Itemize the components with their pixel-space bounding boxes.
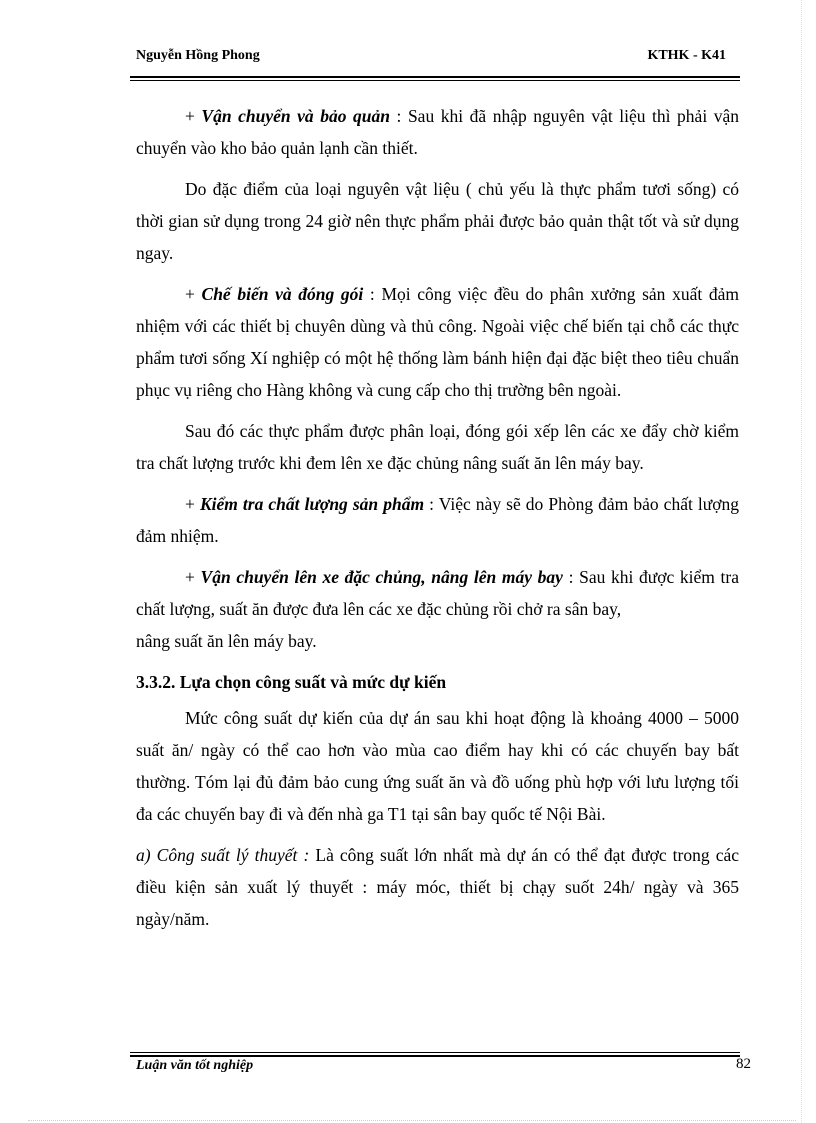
term-loading: Vận chuyển lên xe đặc chủng, nâng lên máy bay (200, 567, 563, 587)
paragraph-material-characteristics: Do đặc điểm của loại nguyên vật liệu ( chủ yếu là thực phẩm tươi sống) có thời gian sử dụng trong 24 giờ nên thực phẩm phải được bảo quản thật tốt và sử dụng ngay. (136, 179, 739, 263)
page-bottom-divider (28, 1120, 796, 1121)
page-number: 82 (736, 1056, 751, 1072)
bullet-prefix: + (185, 494, 200, 514)
bullet-prefix: + (185, 567, 201, 587)
header-author: Nguyễn Hồng Phong (136, 48, 260, 63)
paragraph-processing-packaging (136, 278, 739, 406)
bullet-prefix: + (185, 284, 202, 304)
paragraph-text: : Mọi công việc đều do phân xưởng sản xuất đảm nhiệm với các thiết bị chuyên dùng và thủ công. Ngoài việc chế biến tại chỗ các thực phẩm tươi sống Xí nghiệp có một hệ thống làm bánh hiện đại đặc biệt theo tiêu chuẩn phục vụ riêng cho Hàng không và cung cấp cho thị trường bên ngoài. (136, 284, 739, 400)
footer-rule-secondary (130, 1055, 740, 1057)
page-header (136, 48, 726, 72)
term-theoretical-capacity: a) Công suất lý thuyết : (136, 845, 310, 865)
paragraph-loading (136, 561, 739, 625)
paragraph-sorting: Sau đó các thực phẩm được phân loại, đóng gói xếp lên các xe đẩy chờ kiểm tra chất lượng trước khi đem lên xe đặc chủng nâng suất ăn lên máy bay. (136, 421, 739, 473)
paragraph-quality-check (136, 488, 739, 552)
page-edge-divider (801, 0, 802, 1123)
paragraph-theoretical-capacity (136, 839, 739, 935)
section-heading: 3.3.2. Lựa chọn công suất và mức dự kiến (136, 672, 447, 692)
term-transport-storage: Vận chuyển và bảo quản (201, 106, 390, 126)
paragraph-text: : Sau khi đã nhập nguyên vật liệu thì phải vận chuyển vào kho bảo quản lạnh cần thiết. (136, 106, 740, 158)
paragraph-expected-capacity: Mức công suất dự kiến của dự án sau khi hoạt động là khoảng 4000 – 5000 suất ăn/ ngày có thể cao hơn vào mùa cao điểm hay khi có các chuyến bay bất thường. Tóm lại đủ đảm bảo cung ứng suất ăn và đồ uống phù hợp với lưu lượng tối đa các chuyến bay đi và đến nhà ga T1 tại sân bay quốc tế Nội Bài. (136, 708, 739, 824)
paragraph-loading-end: nâng suất ăn lên máy bay. (136, 631, 317, 651)
term-quality-check: Kiểm tra chất lượng sản phẩm (199, 494, 425, 514)
paragraph-text: Là công suất lớn nhất mà dự án có thể đạt được trong các điều kiện sản xuất lý thuyết : máy móc, thiết bị chạy suốt 24h/ ngày và 365 ngày/năm. (136, 845, 739, 929)
paragraph-text: : Việc này sẽ do Phòng đảm bảo chất lượng đảm nhiệm. (136, 494, 739, 546)
header-class-code: KTHK - K41 (647, 48, 726, 63)
bullet-prefix: + (185, 106, 202, 126)
header-rule-secondary (130, 80, 740, 81)
page-body (136, 100, 739, 944)
footer-title: Luận văn tốt nghiệp (136, 1058, 254, 1073)
header-rule (130, 76, 740, 78)
paragraph-transport-storage (136, 100, 739, 164)
paragraph-text: : Sau khi được kiểm tra chất lượng, suất ăn được đưa lên các xe đặc chủng rồi chở ra sân bay, (136, 567, 739, 619)
term-processing-packaging: Chế biến và đóng gói (201, 284, 364, 304)
footer-rule (130, 1052, 740, 1053)
